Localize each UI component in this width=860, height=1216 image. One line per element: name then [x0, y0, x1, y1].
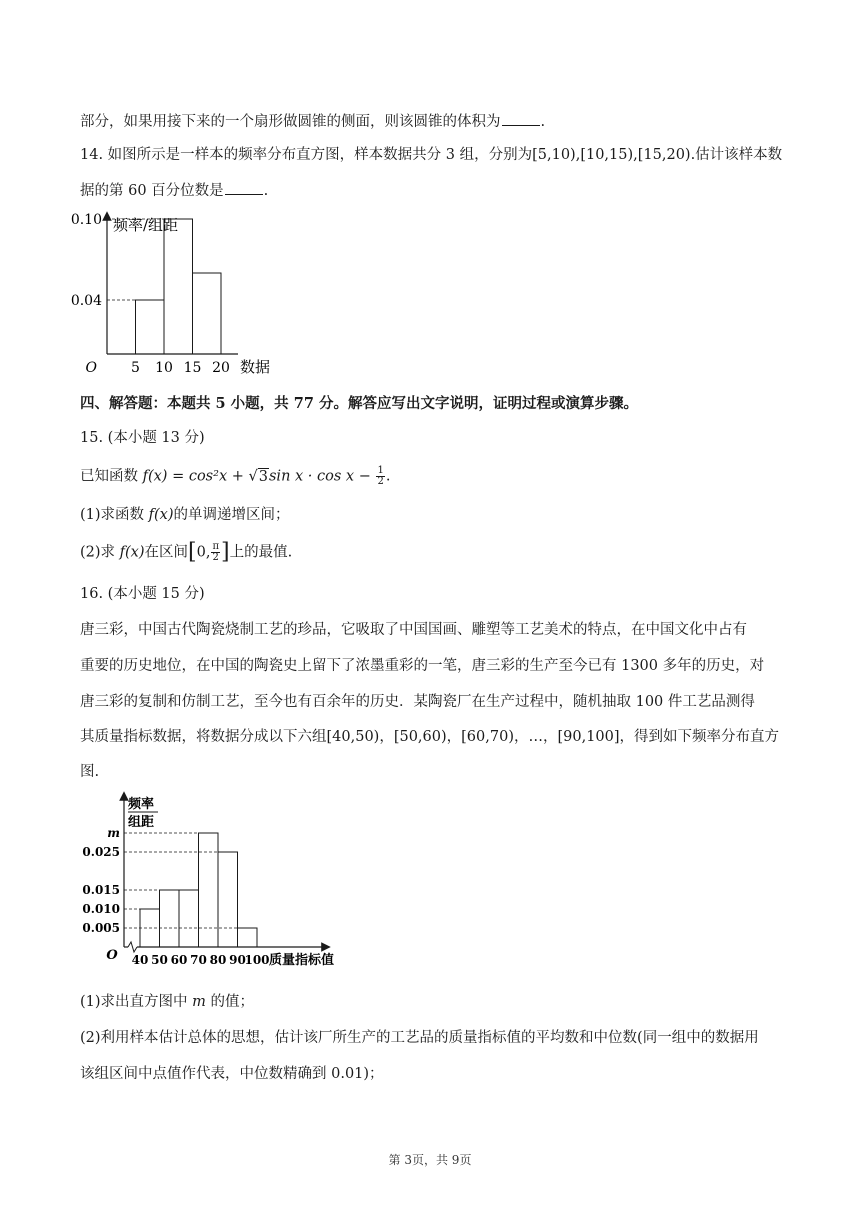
- x-tick-label-3: 60: [170, 953, 188, 967]
- x-axis-label: 数据: [240, 358, 271, 376]
- x-tick-label-2: 10: [155, 360, 173, 376]
- q15-part1-func: f(x): [148, 507, 174, 523]
- q16-part1-var: m: [192, 994, 206, 1010]
- y-tick-label-2: 0.10: [70, 212, 102, 228]
- q13-tail-line: [80, 111, 545, 132]
- q15-interval-den: 2: [212, 552, 219, 563]
- histogram-bar-3: [179, 890, 199, 947]
- histogram-bar-6: [238, 928, 258, 947]
- q15-stem-end: .: [385, 468, 391, 485]
- q15-part1-post: 的单调递增区间；: [173, 507, 290, 523]
- q14-line2-text: 据的第 60 百分位数是: [80, 183, 224, 199]
- q16-part1-pre: (1)求出直方图中: [80, 994, 193, 1010]
- q16-part2-line2: 该组区间中点值作代表，中位数精确到 0.01)；: [80, 1066, 384, 1082]
- q16-para-line3: 唐三彩的复制和仿制工艺，至今也有百余年的历史．某陶瓷厂在生产过程中，随机抽取 100 件工艺品测得: [80, 694, 755, 710]
- y-axis-label-bottom: 组距: [128, 815, 155, 830]
- x-tick-label-6: 90: [229, 953, 246, 967]
- q16-para-line1: 唐三彩，中国古代陶瓷烧制工艺的珍品，它吸取了中国国画、雕塑等工艺美术的特点，在中国文化中占有: [80, 622, 747, 638]
- q15-stem-func: f(x) = cos²x +: [142, 468, 249, 485]
- y-tick-label-2: 0.010: [82, 902, 120, 916]
- page-footer: 第 3页，共 9页: [388, 1153, 472, 1167]
- histogram-bar-2: [160, 890, 180, 947]
- axis-break-mark: [128, 942, 137, 952]
- q16-para-line2: 重要的历史地位，在中国的陶瓷史上留下了浓墨重彩的一笔，唐三彩的生产至今已有 1300 多年的历史，对: [80, 658, 765, 674]
- q15-part2-post: 上的最值.: [229, 544, 293, 561]
- x-tick-label-7: 100: [244, 953, 270, 967]
- histogram-bar-4: [199, 833, 219, 947]
- q15-header: 15. (本小题 13 分): [80, 430, 205, 446]
- q15-part2-func: f(x): [119, 544, 145, 561]
- histogram-q14: [70, 208, 290, 380]
- x-tick-label-5: 80: [209, 953, 227, 967]
- origin-label: O: [85, 360, 97, 376]
- section-four-title: 四、解答题：本题共 5 小题，共 77 分。解答应写出文字说明，证明过程或演算步骤。: [80, 395, 638, 412]
- answer-blank-q13[interactable]: [502, 111, 540, 126]
- q15-stem-pre: 已知函数: [80, 468, 143, 485]
- q15-part2: [80, 539, 293, 565]
- q15-stem-rest: sin x · cos x −: [268, 468, 376, 485]
- q15-stem-sqrt: 3: [258, 468, 268, 485]
- x-tick-label-3: 15: [183, 360, 202, 376]
- y-tick-label-5: m: [107, 826, 120, 840]
- q15-interval-num: π: [212, 541, 220, 552]
- q15-interval-left: 0,: [196, 544, 211, 561]
- q14-line2-end: .: [263, 183, 269, 199]
- histogram-bar-5: [218, 852, 238, 947]
- q15-stem: 已知函数 f(x) = cos²x + √3sin x · cos x − $\frac{1}{2}$ .: [80, 465, 391, 487]
- q16-header: 16. (本小题 15 分): [80, 586, 205, 602]
- y-tick-label-3: 0.015: [82, 883, 120, 897]
- q15-part1: [80, 505, 290, 525]
- y-tick-label-1: 0.005: [82, 921, 120, 935]
- answer-blank-q14[interactable]: [225, 180, 263, 195]
- q16-para-line4: 其质量指标数据，将数据分成以下六组[40,50)，[50,60)，[60,70)，…，[90,100]，得到如下频率分布直方: [80, 729, 780, 745]
- q15-frac-den: 2: [377, 476, 384, 487]
- q15-fraction: [376, 466, 384, 487]
- x-tick-label-4: 70: [190, 953, 207, 967]
- origin-label: O: [106, 948, 118, 963]
- x-axis-label: 质量指标值: [269, 953, 335, 968]
- y-tick-label-1: 0.04: [70, 293, 102, 309]
- q15-part1-pre: (1)求函数: [80, 507, 149, 523]
- histogram-bar-1: [136, 300, 165, 354]
- y-axis-label-top: 频率: [128, 797, 155, 812]
- q16-part2-line1: (2)利用样本估计总体的思想，估计该厂所生产的工艺品的质量指标值的平均数和中位数(同一组中的数据用: [80, 1030, 759, 1046]
- histogram-bar-3: [193, 273, 222, 354]
- q14-line1: 14. 如图所示是一样本的频率分布直方图，样本数据共分 3 组，分别为[5,10),[10,15),[15,20).估计该样本数: [80, 147, 783, 163]
- histogram-q16: [82, 788, 370, 978]
- histogram-bar-2: [164, 219, 193, 354]
- q15-interval-fraction: [211, 542, 220, 563]
- y-tick-label-4: 0.025: [82, 845, 120, 859]
- y-axis-label: 频率/组距: [113, 216, 179, 234]
- x-tick-label-2: 50: [151, 953, 168, 967]
- q14-line2: [80, 180, 268, 201]
- q15-part2-mid: 在区间: [144, 544, 189, 561]
- q16-part1-post: 的值；: [205, 994, 255, 1010]
- interval-left-bracket: [: [188, 539, 197, 565]
- q13-tail-text: 部分，如果用接下来的一个扇形做圆锥的侧面，则该圆锥的体积为: [80, 114, 501, 130]
- x-tick-label-4: 20: [212, 360, 230, 376]
- q13-tail-end: .: [540, 114, 546, 130]
- interval-right-bracket: ]: [221, 539, 230, 565]
- x-tick-label-1: 5: [131, 360, 140, 376]
- q16-part1: [80, 992, 254, 1012]
- q15-frac-num: 1: [377, 465, 384, 476]
- q16-para-line5: 图.: [80, 764, 100, 780]
- q15-part2-pre: (2)求: [80, 544, 120, 561]
- x-tick-label-1: 40: [131, 953, 149, 967]
